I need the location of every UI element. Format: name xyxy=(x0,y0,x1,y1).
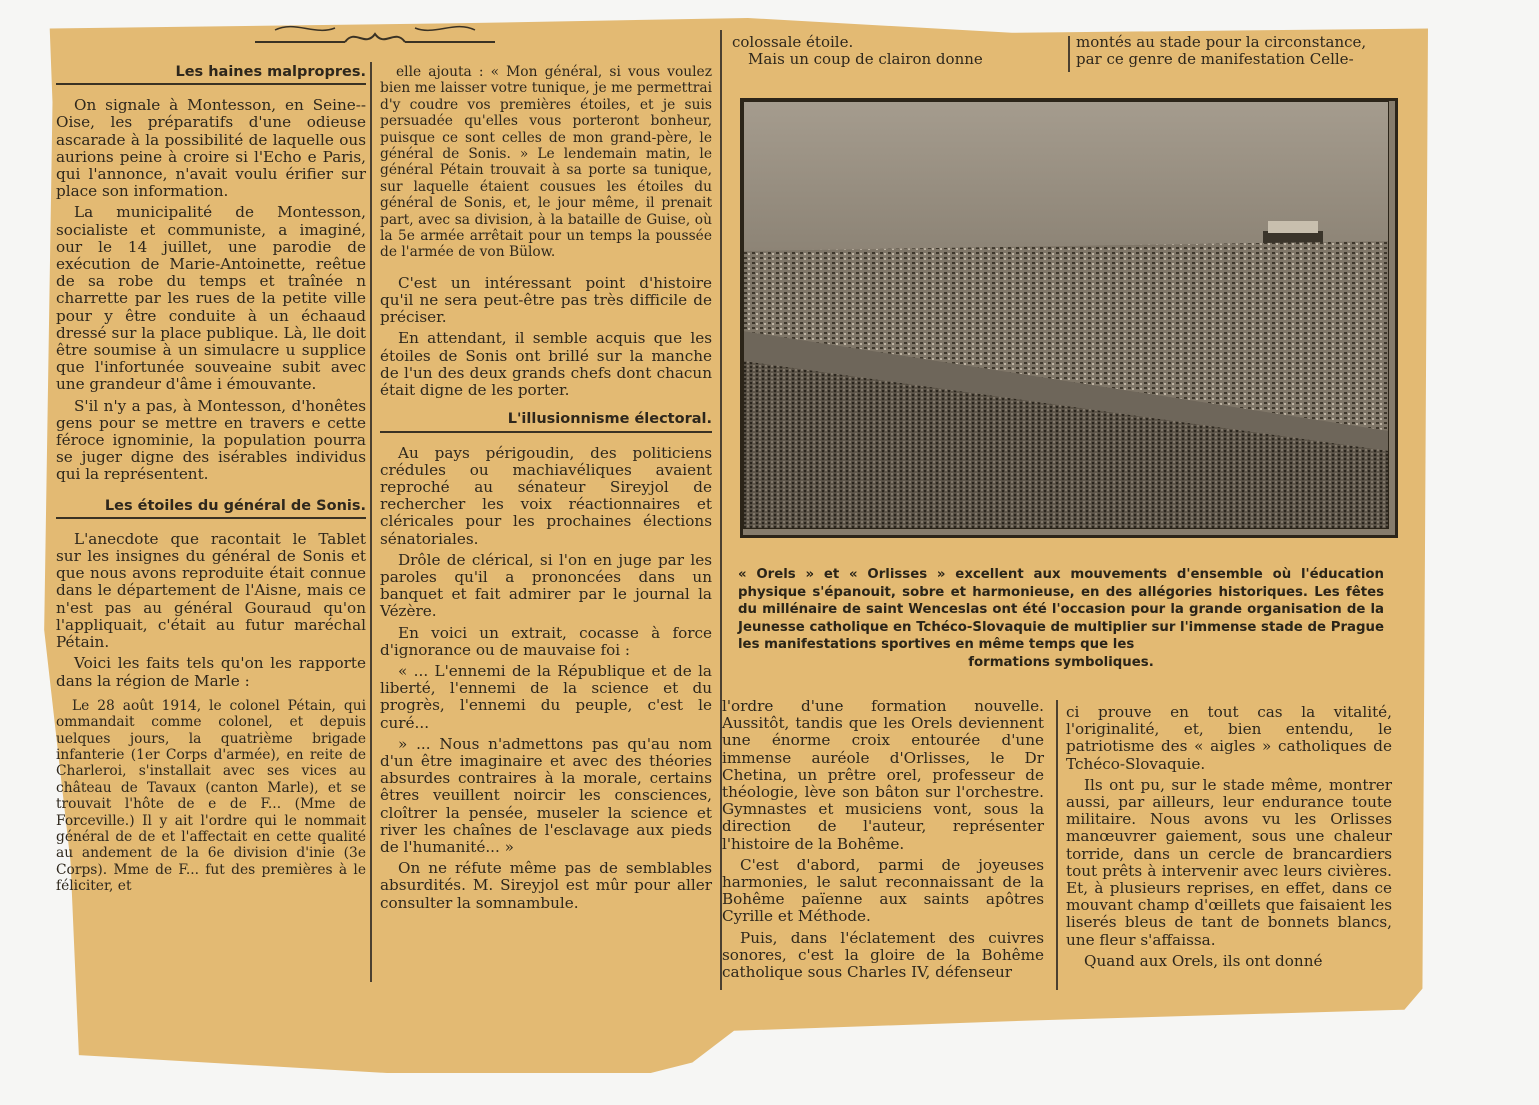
stadium-photograph xyxy=(740,98,1398,538)
text-line: montés au stade pour la circonstance, xyxy=(1076,33,1367,51)
paragraph: Puis, dans l'éclatement des cuivres sonores, c'est la gloire de la Bohême catholique sous Charles IV, défenseur xyxy=(722,928,1044,982)
paragraph: C'est un intéressant point d'histoire qu'il ne sera peut-être pas très difficile de préciser. xyxy=(380,273,712,327)
paragraph: On ne réfute même pas de semblables absurdités. M. Sireyjol est mûr pour aller consulter la somnambule. xyxy=(380,859,712,912)
paragraph: En voici un extrait, cocasse à force d'ignorance ou de mauvaise foi : xyxy=(380,623,712,659)
paragraph: En attendant, il semble acquis que les étoiles de Sonis ont brillé sur la manche de l'un des deux grands chefs dont chacun était digne de les porter. xyxy=(380,329,712,400)
paragraph: L'anecdote que racontait le Tablet sur les insignes du général de Sonis et que nous avons reproduite était connue dans le département de l'Aisne, mais ce n'est pas au général Gouraud qu'on l'appliquait, c'était au futur maréchal Pétain. xyxy=(56,529,366,652)
photo-caption xyxy=(738,566,1384,671)
column-divider xyxy=(370,62,372,982)
paragraph: « ... L'ennemi de la République et de la liberté, l'ennemi de la science et du progrès, l'ennemi du peuple, c'est le curé... xyxy=(380,661,712,732)
column-2 xyxy=(380,64,712,916)
paragraph: Quand aux Orels, ils ont donné xyxy=(1084,951,1323,970)
caption-text: « Orels » et « Orlisses » excellent aux mouvements d'ensemble où l'éducation physique s'épanouit, sobre et harmonieuse, en des allégories historiques. Les fêtes du millénaire de saint Wenceslas ont été l'occasion pour la grande organisation de la Jeunesse catholique en Tchéco-Slovaquie de multiplier sur l'immense stade de Prague les manifestations sportives en même temps que les xyxy=(738,567,1384,652)
paragraph: Voici les faits tels qu'on les rapporte dans la région de Marle : xyxy=(56,654,366,690)
header-ornament xyxy=(255,18,495,46)
paragraph: » ... Nous n'admettons pas qu'au nom d'un être imaginaire et avec des théories absurdes contraires à la morale, certains êtres veuillent noircir les consciences, cloîtrer la pensée, museler la science et river les chaînes de l'esclavage aux pieds de l'humanité... » xyxy=(380,734,712,856)
column-3 xyxy=(722,698,1044,985)
heading-haines-malpropres: Les haines malpropres. xyxy=(56,64,366,85)
column-divider xyxy=(1068,36,1070,72)
paragraph: Le 28 août 1914, le colonel Pétain, qui ommandait comme colonel, et depuis uelques jours, la quatrième brigade infanterie (1er Corps d'armée), en reite de Charleroi, s'installait avec ses vices au château de Tavaux (canton Marle), et se trouvait l'hôte de e de F... (Mme de Forceville.) Il y ait l'ordre qui le nommait général de de et l'affectait en cette qualité au andement de la 6e division d'inie (3e Corps). Mme de F... fut des premières à le féliciter, et xyxy=(56,697,366,895)
column-4 xyxy=(1066,704,1392,974)
top-right-continuation xyxy=(1076,34,1406,68)
paragraph: Au pays périgoudin, des politiciens crédules ou machiavéliques avaient reproché au sénateur Sireyjol de rechercher les voix réactionnaires et cléricales pour les prochaines élections sénatoriales. xyxy=(380,443,712,548)
column-1 xyxy=(56,62,366,899)
paragraph: La municipalité de Montesson, socialiste et communiste, a imaginé, our le 14 juillet, une parodie de exécution de Marie-Antoinette, reêtue de sa robe du temps et traînée n charrette par les rues de la petite ville pour y être conduite à un échaaud dressé sur la place publique. Là, lle doit être soumise à un simulacre u supplice que l'infortunée souveaine subit avec une grandeur d'âme i émouvante. xyxy=(56,203,366,394)
text-line: Mais un coup de clairon donne xyxy=(748,50,983,68)
caption-last-line: formations symboliques. xyxy=(968,654,1154,670)
paragraph: elle ajouta : « Mon général, si vous voulez bien me laisser votre tunique, je me permettrai d'y coudre vos premières étoiles, et je suis persuadée qu'elles vous porteront bonheur, puisque ce sont celles de mon grand-père, le général de Sonis. » Le lendemain matin, le général Pétain trouvait à sa porte sa tunique, sur laquelle étaient cousues les étoiles du général de Sonis, et, le jour même, il prenait part, avec sa division, à la bataille de Guise, où la 5e armée arrêtait pour un temps la poussée de l'armée de von Bülow. xyxy=(380,64,712,261)
paragraph: On signale à Montesson, en Seine--Oise, les préparatifs d'une odieuse ascarade à la possibilité de laquelle ous aurions peine à croire si l'Echo e Paris, qui l'annonce, n'avait voulu érifier sur place son information. xyxy=(56,96,366,201)
heading-etoiles-sonis: Les étoiles du général de Sonis. xyxy=(56,498,366,519)
paragraph: ci prouve en tout cas la vitalité, l'originalité, et, bien entendu, le patriotisme des « aigles » catholiques de Tchéco-Slovaquie. xyxy=(1066,703,1392,773)
paragraph: S'il n'y a pas, à Montesson, d'honêtes gens pour se mettre en travers e cette féroce ignominie, la population pourra se juger digne des isérables individus qui la représentent. xyxy=(56,396,366,484)
column-divider xyxy=(1056,700,1058,990)
text-line: colossale étoile. xyxy=(732,33,854,51)
paragraph: C'est d'abord, parmi de joyeuses harmonies, le salut reconnaissant de la Bohême païenne aux saints apôtres Cyrille et Méthode. xyxy=(722,855,1044,926)
paragraph: Drôle de clérical, si l'on en juge par les paroles qu'il a prononcées dans un banquet et fait admirer par le journal la Vézère. xyxy=(380,550,712,621)
text-line: par ce genre de manifestation Celle- xyxy=(1076,50,1354,68)
top-left-continuation xyxy=(732,34,1062,68)
heading-illusionnisme: L'illusionnisme électoral. xyxy=(380,411,712,432)
paragraph: Ils ont pu, sur le stade même, montrer aussi, par ailleurs, leur endurance toute militaire. Nous avons vu les Orlisses manœuvrer gaiement, sous une chaleur torride, dans un cercle de brancardiers tout prêts à intervenir avec leurs civières. Et, à plusieurs reprises, en effet, dans ce mouvant champ d'œillets que faisaient les liserés bleus de tant de bonnets blancs, une fleur s'affaissa. xyxy=(1066,775,1392,949)
paragraph: l'ordre d'une formation nouvelle. Aussitôt, tandis que les Orels deviennent une énorme croix entourée d'une immense auréole d'Orlisses, le Dr Chetina, un prêtre orel, professeur de théologie, lève son bâton sur l'orchestre. Gymnastes et musiciens vont, sous la direction de l'auteur, représenter l'histoire de la Bohême. xyxy=(722,697,1044,853)
